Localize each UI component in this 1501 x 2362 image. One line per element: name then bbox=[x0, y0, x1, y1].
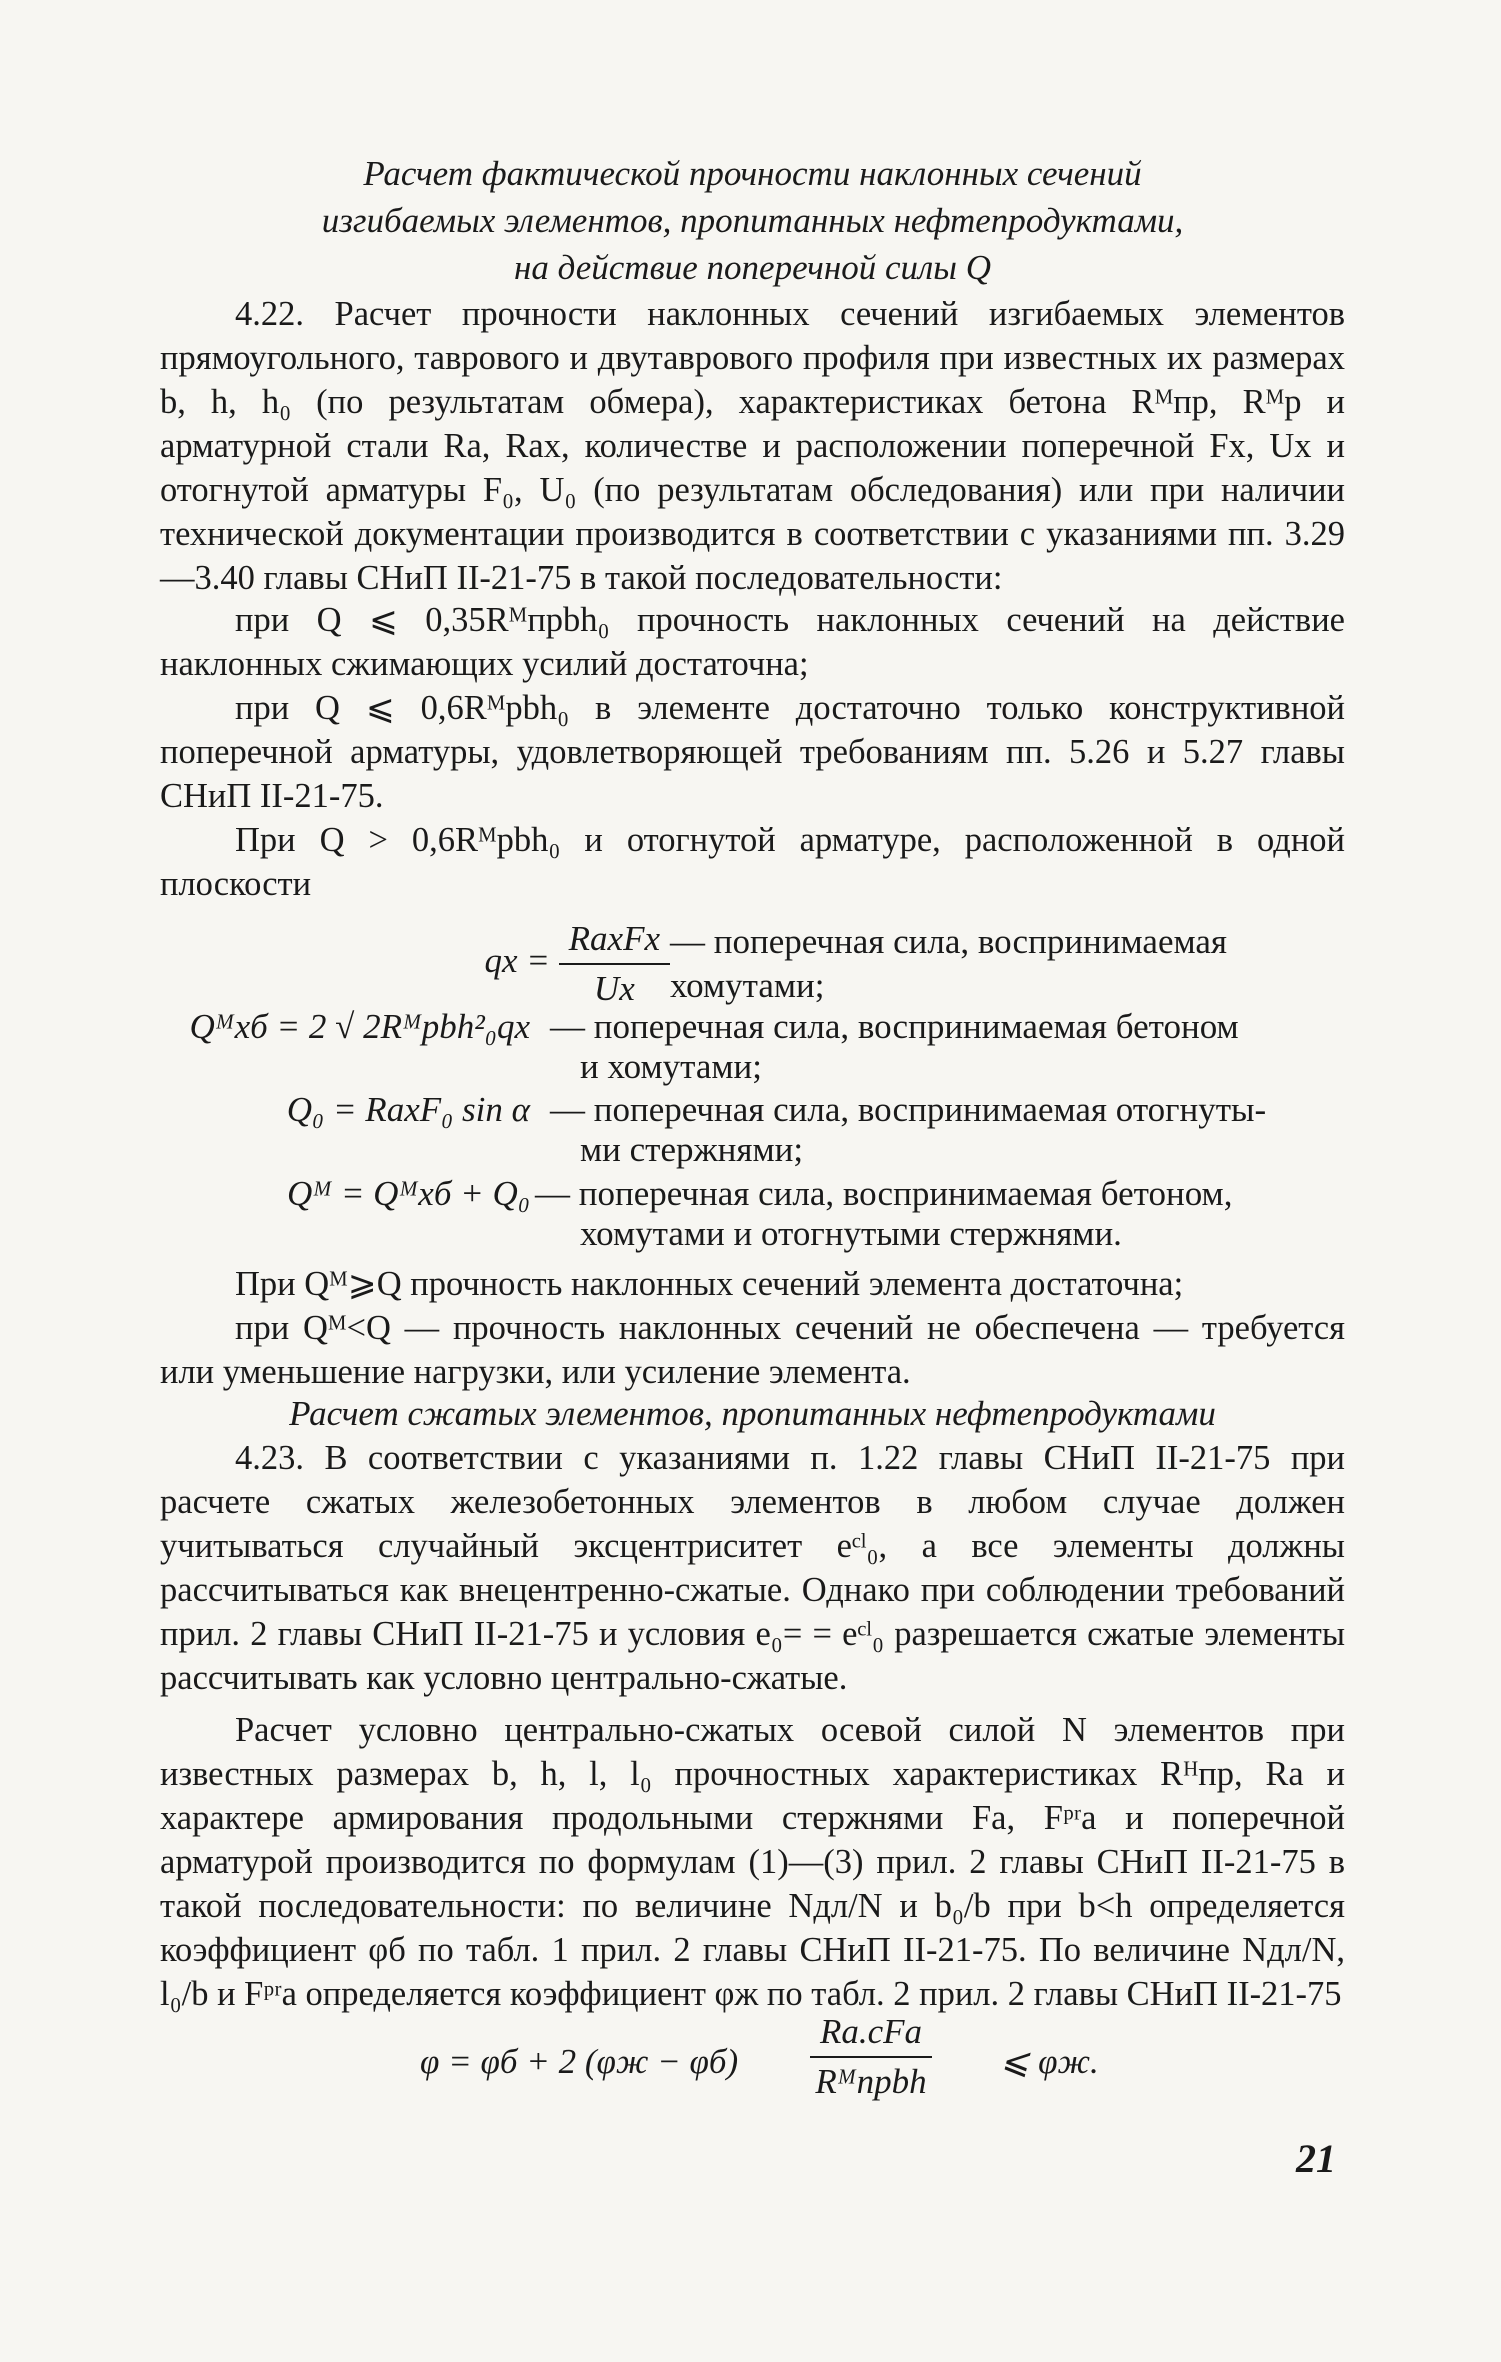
paragraph-4-23 bbox=[160, 1436, 1345, 1700]
formula-description-2: хомутами и отогнутыми стержнями. bbox=[580, 1214, 1122, 1253]
section-title bbox=[160, 150, 1345, 291]
formula-fraction bbox=[559, 917, 670, 1011]
formula-right: ⩽ φж. bbox=[1000, 2042, 1099, 2081]
fraction-denominator: Rᴹпрbh bbox=[815, 2062, 927, 2101]
formula-lhs: Qᴹxб = 2 √ 2Rᴹрbh²₀qx bbox=[189, 1007, 530, 1046]
section-title-line1: Расчет фактической прочности наклонных сечений bbox=[363, 154, 1142, 193]
formula-q0 bbox=[160, 1088, 1345, 1178]
formula-description-2: и хомутами; bbox=[580, 1047, 762, 1086]
conclusion-text: При Qᴹ⩾Q прочность наклонных сечений элемента достаточна; bbox=[235, 1265, 1184, 1303]
section-title-line3: на действие поперечной силы Q bbox=[513, 248, 991, 287]
paragraph-text: Расчет условно центрально-сжатых осевой силой N элементов при известных размерах b, h, l, l₀ прочностных характеристиках Rᴴпр, Rа и характере армирования продольными стержнями Fа, Fᵖʳа и поперечной арматурой производится по формулам (1)—(3) прил. 2 главы СНиП II-21-75 в такой последовательности: по величине Nдл/N и b₀/b при b<h определяется коэффициент φб по табл. 1 прил. 2 главы СНиП II-21-75. По величине Nдл/N, l₀/b и Fᵖʳа определяется коэффициент φж по табл. 2 прил. 2 главы СНиП II-21-75 bbox=[160, 1711, 1345, 2013]
formula-lhs: Qᴹ = Qᴹxб + Q₀ bbox=[286, 1174, 530, 1213]
condition-text: При Q > 0,6Rᴹрbh₀ и отогнутой арматуре, расположенной в одной плоскости bbox=[160, 821, 1345, 903]
fraction-denominator: Ux bbox=[593, 969, 635, 1008]
formula-left: φ = φб + 2 (φж − φб) bbox=[420, 2042, 739, 2081]
paragraph-calculation bbox=[160, 1708, 1345, 2016]
condition-text: при Q ⩽ 0,6Rᴹрbh₀ в элементе достаточно только конструктивной поперечной арматуры, удовлетворяющей требованиям пп. 5.26 и 5.27 главы СНиП II-21-75. bbox=[160, 689, 1345, 815]
conclusion-1 bbox=[160, 1262, 1345, 1306]
formula-qx bbox=[160, 895, 1345, 1008]
conclusion-text: при Qᴹ<Q — прочность наклонных сечений не обеспечена — требуется или уменьшение нагрузки, или усиление элемента. bbox=[160, 1309, 1345, 1391]
paragraph-4-22 bbox=[160, 292, 1345, 600]
condition-3 bbox=[160, 818, 1345, 906]
formula-description-1: — поперечная сила, воспринимаемая бетоном, bbox=[535, 1174, 1233, 1213]
paragraph-text: 4.22. Расчет прочности наклонных сечений изгибаемых элементов прямоугольного, таврового и двутаврового профиля при известных их размерах b, h, h₀ (по результатам обмера), характеристиках бетона Rᴹпр, Rᴹр и арматурной стали Rа, Rаx, количестве и расположении поперечной Fx, Ux и отогнутой арматуры F₀, U₀ (по результатам обследования) или при наличии технической документации производится в соответствии с указаниями пп. 3.29—3.40 главы СНиП II-21-75 в такой последовательности: bbox=[160, 295, 1345, 597]
formula-phi bbox=[420, 2010, 1180, 2110]
formula-description-2: ми стержнями; bbox=[580, 1130, 804, 1169]
condition-2 bbox=[160, 686, 1345, 818]
fraction-numerator: Rа.сFа bbox=[810, 2010, 932, 2058]
fraction-numerator: RаxFx bbox=[559, 917, 670, 965]
formula-description-1: — поперечная сила, воспринимаемая бетоном bbox=[550, 1007, 1239, 1046]
paragraph-text: 4.23. В соответствии с указаниями п. 1.22 главы СНиП II-21-75 при расчете сжатых железобетонных элементов в любом случае должен учитываться случайный эксцентриситет eᶜˡ₀, а все элементы должны рассчитываться как внецентренно-сжатые. Однако при соблюдении требований прил. 2 главы СНиП II-21-75 и условия e₀= = eᶜˡ₀ разрешается сжатые элементы рассчитывать как условно центрально-сжатые. bbox=[160, 1439, 1345, 1697]
section-title-2 bbox=[160, 1392, 1345, 1436]
formula-qxb bbox=[160, 1005, 1345, 1095]
formula-qm bbox=[160, 1172, 1345, 1262]
formula-description: — поперечная сила, воспринимаемая хомутами; bbox=[670, 922, 1228, 1005]
page-number: 21 bbox=[1296, 2136, 1336, 2181]
condition-1 bbox=[160, 598, 1345, 686]
condition-text: при Q ⩽ 0,35Rᴹпрbh₀ прочность наклонных сечений на действие наклонных сжимающих усилий достаточна; bbox=[160, 601, 1345, 683]
formula-fraction bbox=[810, 2010, 932, 2104]
conclusion-2 bbox=[160, 1306, 1345, 1394]
formula-description-1: — поперечная сила, воспринимаемая отогнуты- bbox=[550, 1090, 1267, 1129]
section-title-line2: изгибаемых элементов, пропитанных нефтепродуктами, bbox=[321, 201, 1184, 240]
formula-lhs: Q₀ = RаxF₀ sin α bbox=[286, 1090, 530, 1129]
formula-lhs: qx = bbox=[484, 941, 550, 981]
section-title-2-text: Расчет сжатых элементов, пропитанных нефтепродуктами bbox=[289, 1394, 1216, 1433]
